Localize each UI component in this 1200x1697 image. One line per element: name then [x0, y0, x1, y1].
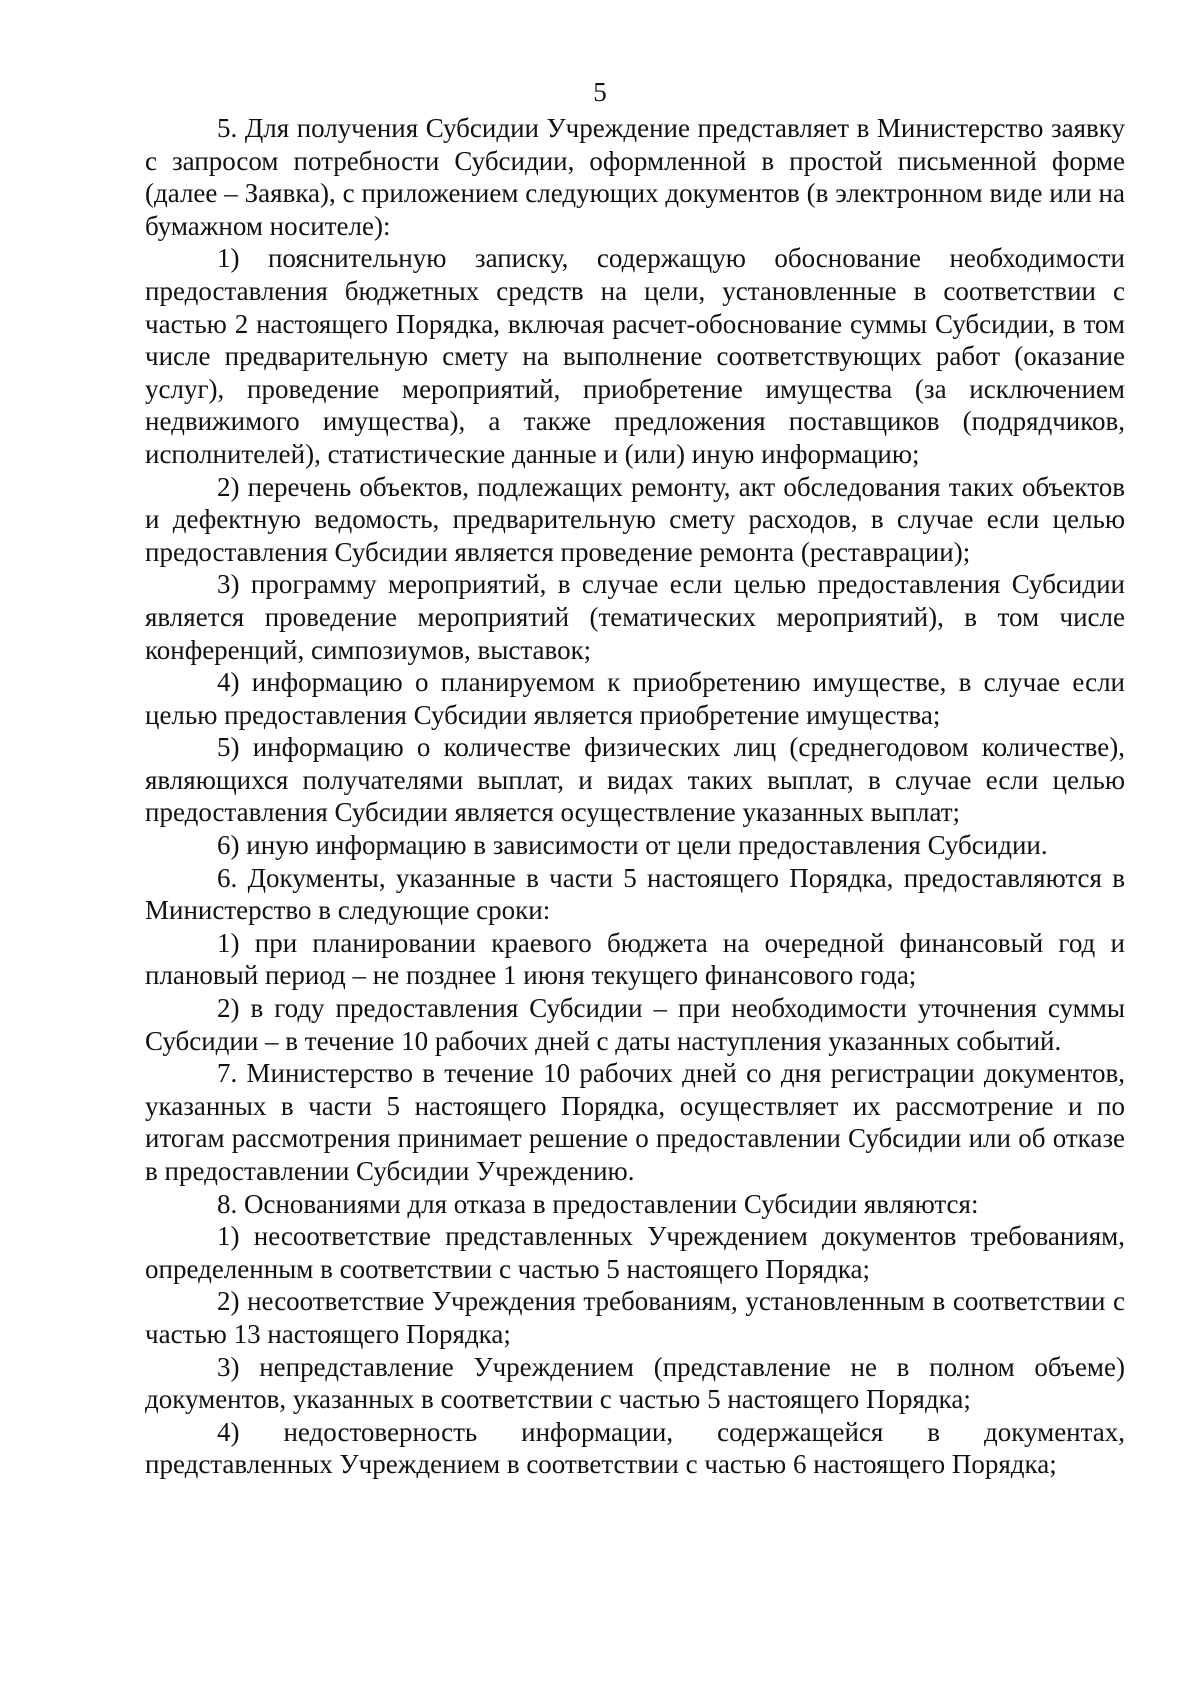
list-item-documents-mismatch: 1) несоответствие представленных Учреждением документов требованиям, определенным в соответствии с частью 5 настоящего Порядка; [145, 1221, 1125, 1284]
paragraph-6-intro: 6. Документы, указанные в части 5 настоящего Порядка, предоставляются в Министерство в следующие сроки: [145, 862, 1125, 926]
list-item-subsidy-year: 2) в году предоставления Субсидии – при необходимости уточнения суммы Субсидии – в течение 10 рабочих дней с даты наступления указанных событий. [145, 993, 1125, 1056]
document-body [145, 112, 1125, 1481]
list-item-explanatory-note: 1) пояснительную записку, содержащую обоснование необходимости предоставления бюджетных средств на цели, установленные в соответствии с частью 2 настоящего Порядка, включая расчет-обоснование суммы Субсидии, в том числе предварительную смету на выполнение соответствующих работ (оказание услуг), проведение мероприятий, приобретение имущества (за исключением недвижимого имущества), а также предложения поставщиков (подрядчиков, исполнителей), статистические данные и (или) иную информацию; [145, 243, 1125, 469]
page-number: 5 [593, 77, 607, 107]
list-item-property-info: 4) информацию о планируемом к приобретению имуществе, в случае если целью предоставления Субсидии является приобретение имущества; [145, 667, 1125, 730]
list-item-false-information: 4) недостоверность информации, содержащейся в документах, представленных Учреждением в соответствии с частью 6 настоящего Порядка; [145, 1416, 1125, 1480]
list-item-documents-missing: 3) непредставление Учреждением (представление не в полном объеме) документов, указанных в соответствии с частью 5 настоящего Порядка; [145, 1351, 1125, 1415]
paragraph-5-intro: 5. Для получения Субсидии Учреждение представляет в Министерство заявку с запросом потребности Субсидии, оформленной в простой письменной форме (далее – Заявка), с приложением следующих документов (в электронном виде или на бумажном носителе): [145, 113, 1125, 241]
list-item-budget-planning: 1) при планировании краевого бюджета на очередной финансовый год и плановый период – не позднее 1 июня текущего финансового года; [145, 927, 1125, 991]
list-item-institution-mismatch: 2) несоответствие Учреждения требованиям, установленным в соответствии с частью 13 настоящего Порядка; [145, 1286, 1125, 1349]
list-item-repair-objects: 2) перечень объектов, подлежащих ремонту, акт обследования таких объектов и дефектную ведомость, предварительную смету расходов, в случае если целью предоставления Субсидии является проведение ремонта (реставрации); [145, 471, 1125, 567]
list-item-events-program: 3) программу мероприятий, в случае если целью предоставления Субсидии является проведение мероприятий (тематических мероприятий), в том числе конференций, симпозиумов, выставок; [145, 569, 1125, 665]
paragraph-7: 7. Министерство в течение 10 рабочих дней со дня регистрации документов, указанных в части 5 настоящего Порядка, осуществляет их рассмотрение и по итогам рассмотрения принимает решение о предоставлении Субсидии или об отказе в предоставлении Субсидии Учреждению. [145, 1058, 1125, 1186]
list-item-payments-info: 5) информацию о количестве физических лиц (среднегодовом количестве), являющихся получателями выплат, и видах таких выплат, в случае если целью предоставления Субсидии является осуществление указанных выплат; [145, 732, 1125, 828]
list-item-other-info: 6) иную информацию в зависимости от цели предоставления Субсидии. [217, 830, 1048, 861]
paragraph-8-intro: 8. Основаниями для отказа в предоставлении Субсидии являются: [217, 1188, 979, 1219]
